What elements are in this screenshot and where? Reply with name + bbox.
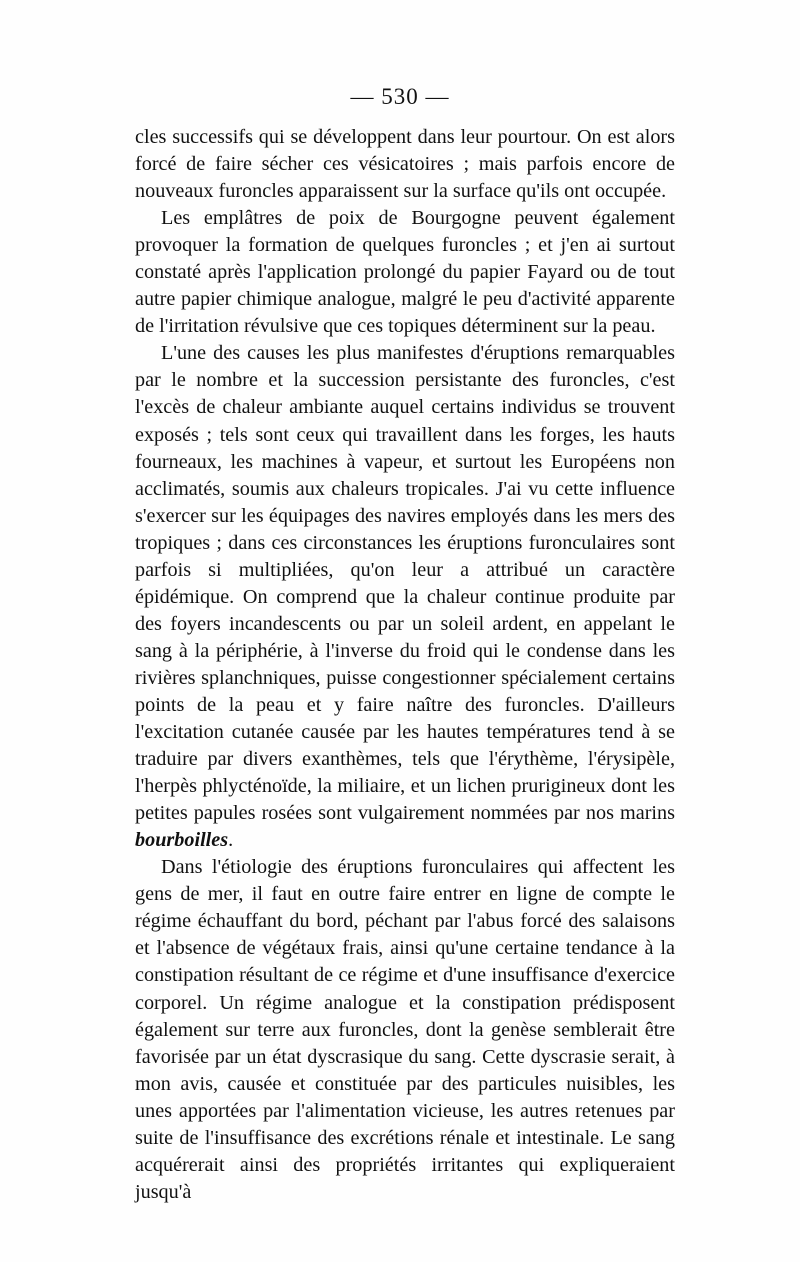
paragraph-3-text: L'une des causes les plus manifestes d'éruptions remarquables par le nombre et la succession persistante des furoncles, c'est l'excès de chaleur ambiante auquel certains individus se trouvent exposés ; tels sont ceux qui travaillent dans les forges, les hauts fourneaux, les machines à vapeur, et surtout les Européens non acclimatés, soumis aux chaleurs tropicales. J'ai vu cette influence s'exercer sur les équipages des navires employés dans les mers des tropiques ; dans ces circonstances les éruptions furonculaires sont parfois si multipliées, qu'on leur a attribué un caractère épidémique. On comprend que la chaleur continue produite par des foyers incandescents ou par un soleil ardent, en appelant le sang à la périphérie, à l'inverse du froid qui le condense dans les rivières splanchniques, puisse congestionner spécialement certains points de la peau et y faire naître des furoncles. D'ailleurs l'excitation cutanée causée par les hautes températures tend à se traduire par divers exanthèmes, tels que l'érythème, l'érysipèle, l'herpès phlycténoïde, la miliaire, et un lichen prurigineux dont les petites papules rosées sont vulgairement nommées par nos marins: [135, 342, 675, 825]
paragraph-1: cles successifs qui se développent dans leur pourtour. On est alors forcé de faire sécher ces vésicatoires ; mais parfois encore de nouveaux furoncles apparaissent sur la surface qu'ils ont occupée.: [135, 126, 675, 203]
body-text: [135, 124, 675, 1206]
paragraph-2: Les emplâtres de poix de Bourgogne peuvent également provoquer la formation de quelques furoncles ; et j'en ai surtout constaté après l'application prolongé du papier Fayard ou de tout autre papier chimique analogue, malgré le peu d'activité apparente de l'irritation révulsive que ces topiques déterminent sur la peau.: [135, 207, 675, 338]
paragraph-3-end: .: [228, 829, 234, 852]
paragraph-4: Dans l'étiologie des éruptions furonculaires qui affectent les gens de mer, il faut en outre faire entrer en ligne de compte le régime échauffant du bord, péchant par l'abus forcé des salaisons et l'absence de végétaux frais, ainsi qu'une certaine tendance à la constipation résultant de ce régime et d'une insuffisance d'exercice corporel. Un régime analogue et la constipation prédisposent également sur terre aux furoncles, dont la genèse semblerait être favorisée par un état dyscrasique du sang. Cette dyscrasie serait, à mon avis, causée et constituée par des particules nuisibles, les unes apportées par l'alimentation vicieuse, les autres retenues par suite de l'insuffisance des excrétions rénale et intestinale. Le sang acquérerait ainsi des propriétés irritantes qui expliqueraient jusqu'à: [135, 856, 675, 1203]
italic-term-bourboilles: bourboilles: [135, 829, 229, 852]
page-number: — 530 —: [350, 84, 450, 109]
paragraph-3: [135, 340, 675, 854]
